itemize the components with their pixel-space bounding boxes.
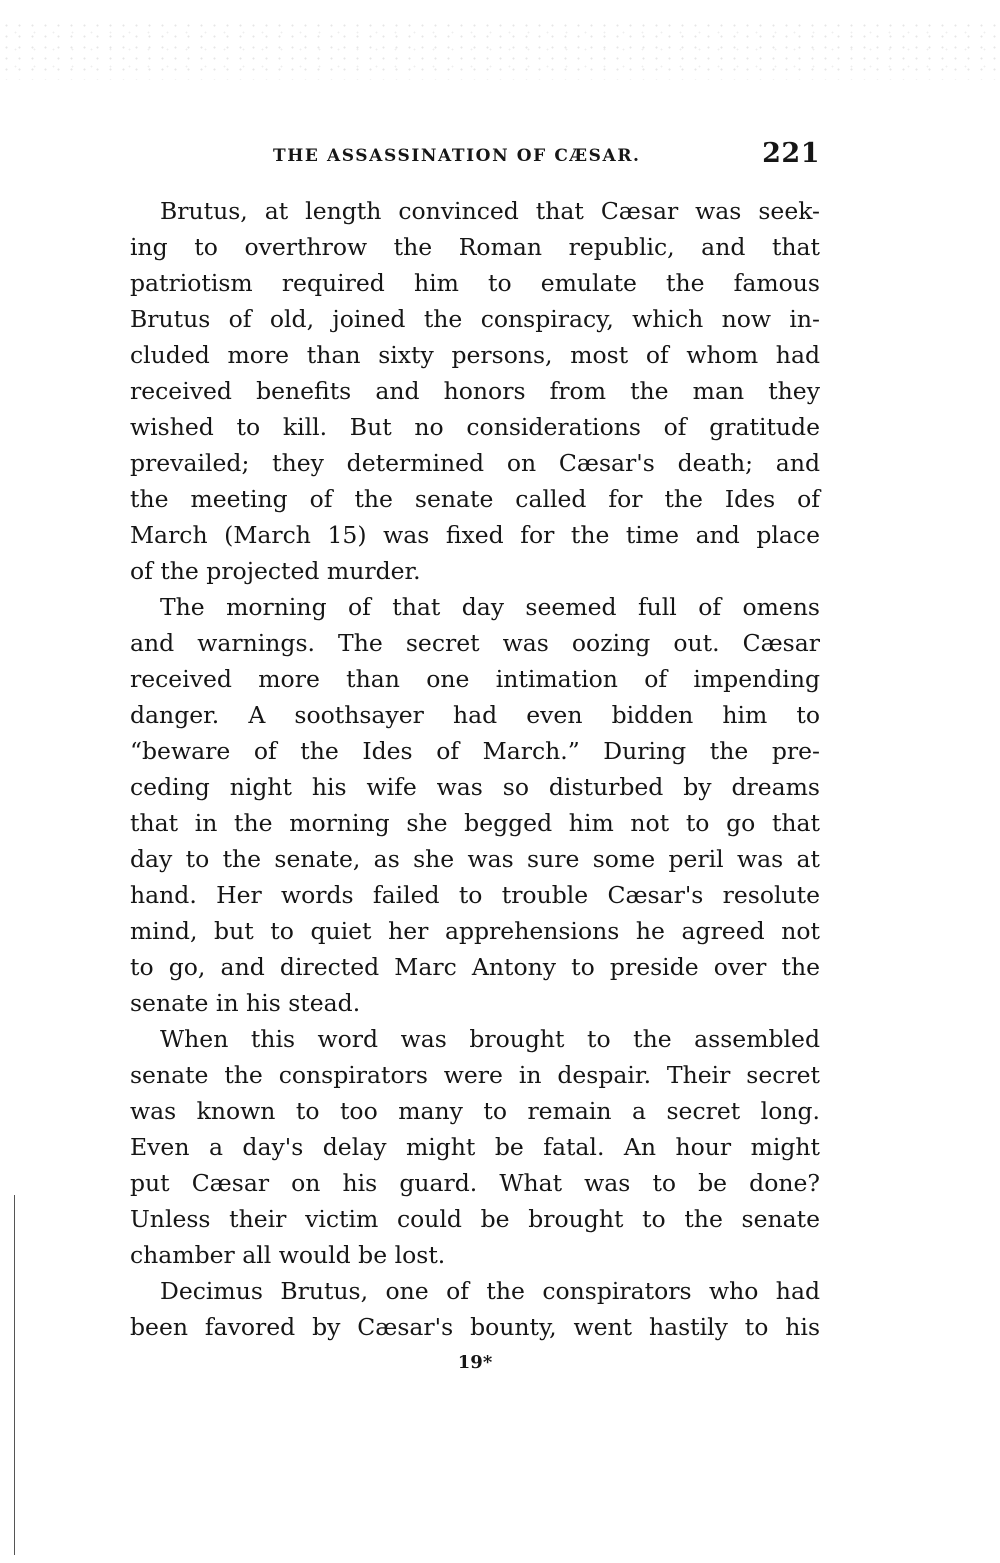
text-line: “beware of the Ides of March.” During the pre-	[130, 737, 820, 765]
signature-mark	[0, 1352, 1000, 1373]
text-line: chamber all would be lost.	[130, 1241, 446, 1269]
text-line: day to the senate, as she was sure some peril was at	[130, 845, 820, 873]
signature-mark-text: 19*	[457, 1352, 493, 1373]
paragraph	[130, 589, 820, 1021]
text-line: hand. Her words failed to trouble Cæsar's resolute	[130, 881, 820, 909]
text-line: senate in his stead.	[130, 989, 361, 1017]
text-line: When this word was brought to the assembled	[160, 1025, 820, 1053]
page-header	[130, 136, 820, 176]
text-line: put Cæsar on his guard. What was to be done?	[130, 1169, 820, 1197]
text-line: danger. A soothsayer had even bidden him to	[130, 701, 820, 729]
text-line: prevailed; they determined on Cæsar's death; and	[130, 449, 820, 477]
text-line: received benefits and honors from the man they	[130, 377, 820, 405]
text-line: of the projected murder.	[130, 557, 421, 585]
text-line: Even a day's delay might be fatal. An hour might	[130, 1133, 820, 1161]
page-number: 221	[762, 138, 820, 169]
text-line: March (March 15) was fixed for the time and place	[130, 521, 820, 549]
text-line: ceding night his wife was so disturbed by dreams	[130, 773, 820, 801]
text-line: senate the conspirators were in despair. Their secret	[130, 1061, 820, 1089]
paragraph	[130, 1273, 820, 1345]
page-edge-line	[14, 1195, 15, 1555]
text-line: ing to overthrow the Roman republic, and that	[130, 233, 820, 261]
running-title: THE ASSASSINATION OF CÆSAR.	[273, 146, 641, 166]
scan-noise	[0, 20, 1000, 80]
text-line: was known to too many to remain a secret long.	[130, 1097, 820, 1125]
text-line: to go, and directed Marc Antony to preside over the	[130, 953, 820, 981]
text-line: The morning of that day seemed full of omens	[160, 593, 820, 621]
text-line: received more than one intimation of impending	[130, 665, 820, 693]
text-line: the meeting of the senate called for the Ides of	[130, 485, 820, 513]
text-line: cluded more than sixty persons, most of whom had	[130, 341, 820, 369]
text-line: Brutus of old, joined the conspiracy, which now in-	[130, 305, 820, 333]
text-line: been favored by Cæsar's bounty, went hastily to his	[130, 1313, 820, 1341]
text-line: Brutus, at length convinced that Cæsar was seek-	[160, 197, 820, 225]
text-line: and warnings. The secret was oozing out. Cæsar	[130, 629, 820, 657]
text-line: mind, but to quiet her apprehensions he agreed not	[130, 917, 820, 945]
text-line: that in the morning she begged him not to go that	[130, 809, 820, 837]
paragraph	[130, 1021, 820, 1273]
text-line: Decimus Brutus, one of the conspirators who had	[160, 1277, 820, 1305]
text-line: patriotism required him to emulate the famous	[130, 269, 820, 297]
text-line: wished to kill. But no considerations of gratitude	[130, 413, 820, 441]
paragraph	[130, 193, 820, 589]
text-line: Unless their victim could be brought to the senate	[130, 1205, 820, 1233]
body-text	[130, 193, 820, 1345]
